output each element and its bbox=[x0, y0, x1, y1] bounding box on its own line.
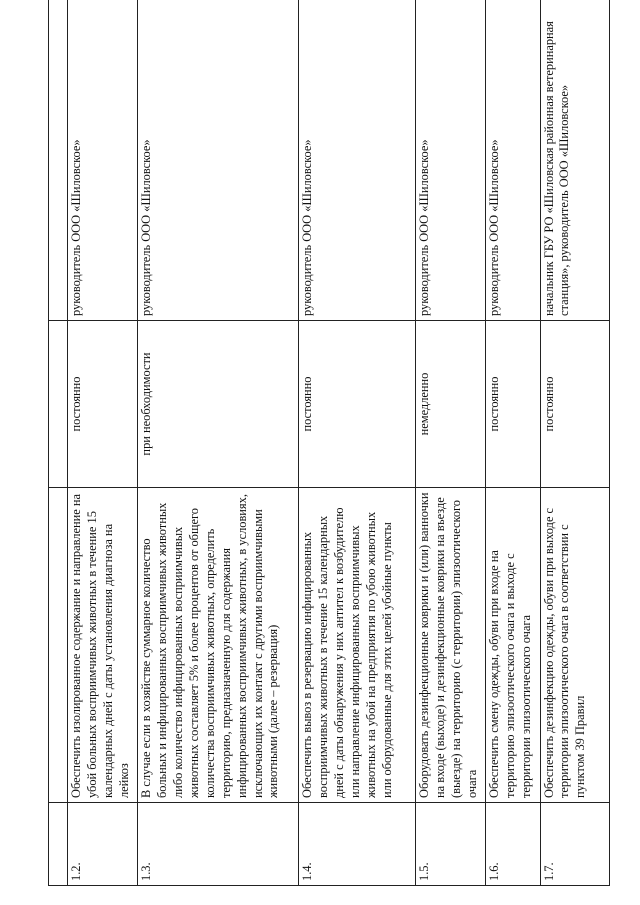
row-action: Оборудовать дезинфекционные коврики и (или) ванночки на входе (выходе) и дезинфекционные коврики на въезде (выезде) на территорию (с территории) эпизоотического очага bbox=[415, 488, 485, 803]
row-number: 1.4. bbox=[299, 803, 416, 886]
rotated-page bbox=[48, 14, 640, 881]
cell-action-empty bbox=[49, 488, 68, 803]
row-term: постоянно bbox=[67, 321, 137, 488]
table-row bbox=[67, 0, 137, 886]
row-term: постоянно bbox=[485, 321, 540, 488]
cell-num-empty bbox=[49, 803, 68, 886]
row-number: 1.3. bbox=[138, 803, 299, 886]
table-row-top-fragment bbox=[49, 0, 68, 886]
row-action: Обеспечить дезинфекцию одежды, обуви при выходе с территории эпизоотического очага в соответствии с пунктом 39 Правил bbox=[540, 488, 609, 803]
row-number: 1.6. bbox=[485, 803, 540, 886]
row-responsible: руководитель ООО «Шиловское» bbox=[415, 0, 485, 321]
table-row bbox=[299, 0, 416, 886]
table-row bbox=[540, 0, 609, 886]
row-responsible: руководитель ООО «Шиловское» bbox=[67, 0, 137, 321]
measures-table bbox=[48, 0, 610, 886]
row-term: постоянно bbox=[299, 321, 416, 488]
row-responsible: руководитель ООО «Шиловское» bbox=[138, 0, 299, 321]
row-term: постоянно bbox=[540, 321, 609, 488]
table-row bbox=[415, 0, 485, 886]
row-action: Обеспечить смену одежды, обуви при входе на территорию эпизоотического очага и выходе с территории эпизоотического очага bbox=[485, 488, 540, 803]
row-action: В случае если в хозяйстве суммарное количество больных и инфицированных восприимчивых животных либо количество инфицированных восприимчивых животных составляет 5% и более процентов от общего количества восприимчивых животных, определить территорию, предназначенную для содержания инфицированных восприимчивых животных, в условиях, исключающих их контакт с другими восприимчивыми животными (далее – резервация) bbox=[138, 488, 299, 803]
row-number: 1.5. bbox=[415, 803, 485, 886]
row-term: при необходимости bbox=[138, 321, 299, 488]
row-responsible: руководитель ООО «Шиловское» bbox=[299, 0, 416, 321]
row-number: 1.2. bbox=[67, 803, 137, 886]
cell-term-empty bbox=[49, 321, 68, 488]
rotated-table-frame bbox=[48, 14, 610, 886]
row-number: 1.7. bbox=[540, 803, 609, 886]
row-action: Обеспечить вывоз в резервацию инфицированных восприимчивых животных в течение 15 календарных дней с даты обнаружения у них антител к возбудителю или направление инфицированных восприимчивых животных на убой на предприятия по убою животных или оборудованные для этих целей убойные пункты bbox=[299, 488, 416, 803]
row-responsible: руководитель ООО «Шиловское» bbox=[485, 0, 540, 321]
row-responsible: начальник ГБУ РО «Шиловская районная ветеринарная станция», руководитель ООО «Шиловское» bbox=[540, 0, 609, 321]
cell-resp-empty bbox=[49, 0, 68, 321]
row-action: Обеспечить изолированное содержание и направление на убой больных восприимчивых животных в течение 15 календарных дней с даты установления диагноза на лейкоз bbox=[67, 488, 137, 803]
row-term: немедленно bbox=[415, 321, 485, 488]
table-row bbox=[485, 0, 540, 886]
table-row bbox=[138, 0, 299, 886]
